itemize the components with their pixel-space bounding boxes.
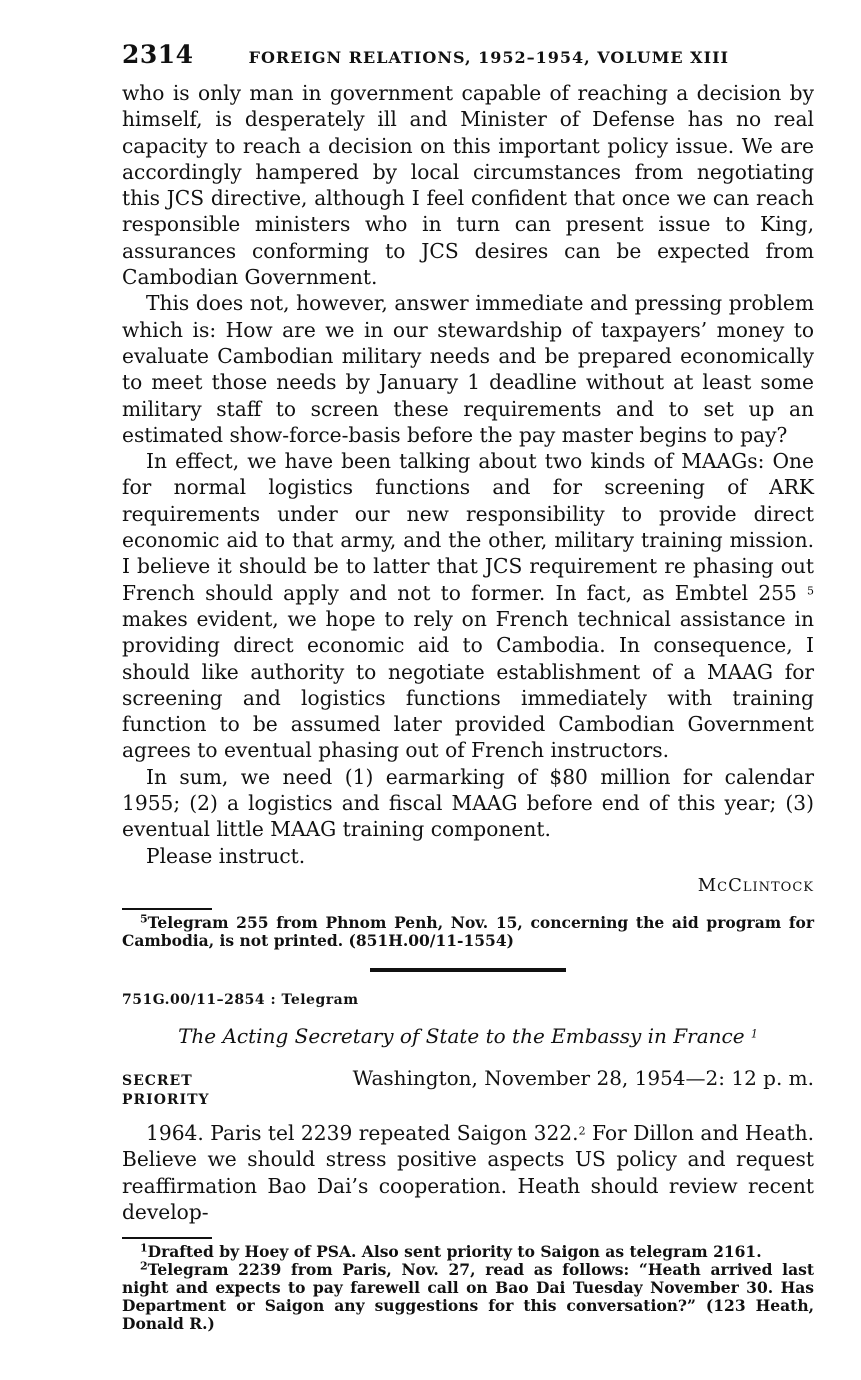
footnote-1 (122, 1243, 814, 1261)
classification-row (122, 1066, 814, 1090)
document-page (122, 40, 814, 1333)
document-title (122, 1024, 814, 1048)
doc1-paragraph-3-text-a: In effect, we have been talking about two kinds of MAAGs: One for normal logistics functions and for screening of ARK requirements under our new responsibility to provide direct economic aid to that army, and the other, military training mission. I believe it should be to latter that JCS requirement re phasing out French should apply and not to former. In fact, as Embtel 255 (122, 449, 814, 605)
doc1-paragraph-3-text-b: makes evident, we hope to rely on French technical assistance in providing direct economic aid to Cambodia. In consequence, I should like authority to negotiate establishment of a MAAG for screening and logistics functions immediately with training function to be assumed later provided Cambodian Government agrees to eventual phasing out of French instructors. (122, 606, 814, 763)
doc1-paragraph-1: who is only man in government capable of reaching a decision by himself, is desperately ill and Minister of Defense has no real capacity to reach a decision on this important policy issue. We are accordingly hampered by local circumstances from negotiating this JCS directive, although I feel confident that once we can reach responsible ministers who in turn can present issue to King, assurances conforming to JCS desires can be expected from Cambodian Government. (122, 81, 814, 290)
page-header (122, 40, 814, 80)
footnote-5-mark: 5 (140, 912, 148, 926)
footnote-2-mark: 2 (140, 1259, 148, 1273)
footnote-5-text: Telegram 255 from Phnom Penh, Nov. 15, concerning the aid program for Cambodia, is not printed. (851H.00/11-1554) (122, 912, 814, 950)
doc1-paragraph-5: Please instruct. (146, 843, 306, 868)
page-number: 2314 (122, 40, 194, 69)
footnote-rule-2 (122, 1237, 212, 1239)
signature: McClintock (697, 874, 814, 896)
priority-label: PRIORITY (122, 1091, 210, 1108)
doc2-paragraph-1-text-a: 1964. Paris tel 2239 repeated Saigon 322. (146, 1120, 579, 1145)
footnote-2-text: Telegram 2239 from Paris, Nov. 27, read as follows: “Heath arrived last night and expects to pay farewell call on Bao Dai Tuesday November 30. Has Department or Saigon any suggestions for this conversation?” (123 Heath, Donald R.) (122, 1260, 814, 1334)
footnote-ref-1: 1 (750, 1027, 758, 1041)
classification-label: SECRET (122, 1072, 193, 1089)
file-reference: 751G.00/11–2854 : Telegram (122, 991, 359, 1008)
doc2-paragraph-1 (122, 1120, 814, 1225)
footnote-ref-5: 5 (807, 584, 814, 598)
doc1-paragraph-3 (122, 448, 814, 764)
footnote-rule (122, 908, 212, 910)
doc2-paragraph-1-text-b: For Dillon and Heath. Believe we should stress positive aspects US policy and request reaffirmation Bao Dai’s cooperation. Heath should review recent develop- (122, 1120, 814, 1224)
footnote-1-mark: 1 (140, 1241, 148, 1255)
footnote-5 (122, 914, 814, 950)
footnote-2 (122, 1261, 814, 1333)
doc1-paragraph-2: This does not, however, answer immediate and pressing problem which is: How are we in our stewardship of taxpayers’ money to evaluate Cambodian military needs and be prepared economically to meet those needs by January 1 deadline without at least some military staff to screen these requirements and to set up an estimated show-force-basis before the pay master begins to pay? (122, 291, 814, 447)
footnote-1-text: Drafted by Hoey of PSA. Also sent priority to Saigon as telegram 2161. (147, 1242, 762, 1262)
running-head: FOREIGN RELATIONS, 1952–1954, VOLUME XIII (248, 48, 730, 67)
document-title-text: The Acting Secretary of State to the Embassy in France (178, 1023, 745, 1048)
dateline: Washington, November 28, 1954—2: 12 p. m. (352, 1065, 814, 1090)
section-divider (370, 968, 566, 972)
doc1-paragraph-4: In sum, we need (1) earmarking of $80 million for calendar 1955; (2) a logistics and fiscal MAAG before end of this year; (3) eventual little MAAG training component. (122, 764, 814, 842)
footnote-ref-2: 2 (578, 1124, 586, 1138)
